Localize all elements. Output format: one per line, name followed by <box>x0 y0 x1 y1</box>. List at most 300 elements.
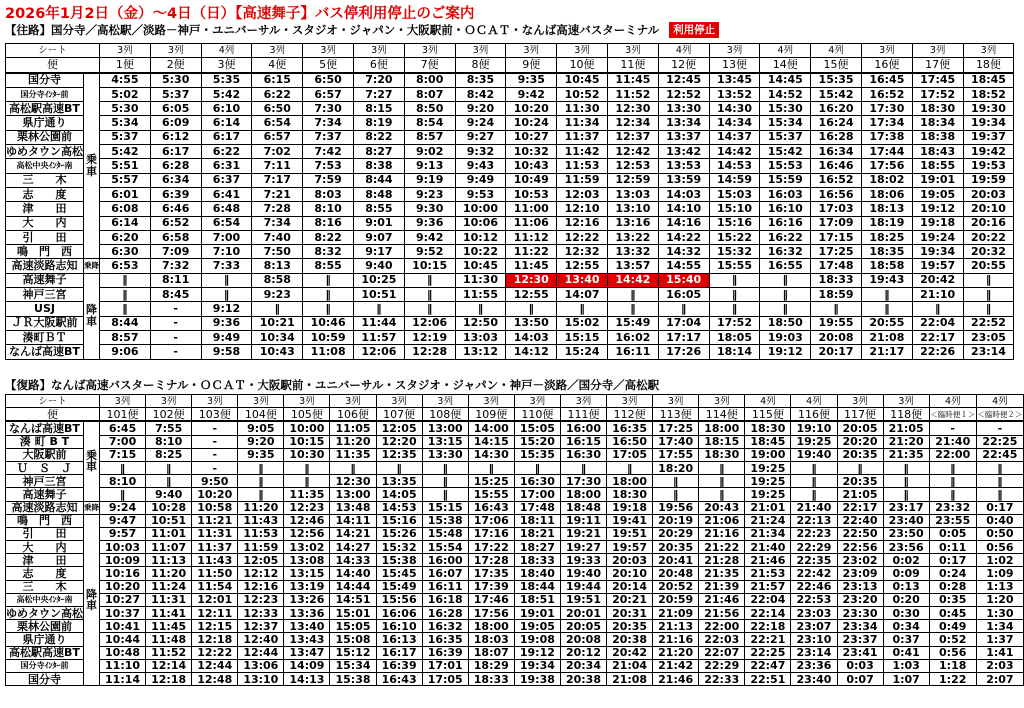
inbound-time-cell: 11:35 <box>330 448 376 461</box>
outbound-time-cell: 19:37 <box>963 130 1014 144</box>
outbound-time-cell: ‖ <box>100 273 151 287</box>
inbound-time-cell: ‖ <box>146 475 192 488</box>
outbound-time-cell: 6:08 <box>100 202 151 216</box>
inbound-bin-cell: 117便 <box>837 408 883 422</box>
inbound-stop-name: 鳴 門 西 <box>6 514 84 527</box>
outbound-time-cell: 12:19 <box>404 330 455 344</box>
inbound-time-cell: ‖ <box>100 461 146 474</box>
outbound-time-cell: 6:12 <box>150 130 201 144</box>
inbound-stop-name: 三 木 <box>6 580 84 593</box>
outbound-time-cell: 9:13 <box>404 159 455 173</box>
inbound-stop-row <box>6 488 1024 501</box>
inbound-stop-name: 高松中央ｲﾝﾀｰ南 <box>6 593 84 606</box>
outbound-time-cell: 7:42 <box>303 145 354 159</box>
outbound-stop-name: USJ <box>6 302 84 316</box>
inbound-seat-cell: 4列 <box>976 395 1023 408</box>
outbound-time-cell: 14:59 <box>709 173 760 187</box>
outbound-time-cell: ‖ <box>506 302 557 316</box>
inbound-time-cell: 23:10 <box>791 633 837 646</box>
outbound-time-cell: 13:45 <box>709 73 760 88</box>
outbound-time-cell: 6:10 <box>201 102 252 116</box>
outbound-time-cell: 14:03 <box>506 330 557 344</box>
outbound-route-label <box>5 22 719 38</box>
outbound-time-cell: 8:55 <box>303 259 354 273</box>
inbound-time-cell: 23:36 <box>791 659 837 672</box>
inbound-time-cell: 1:13 <box>976 580 1023 593</box>
inbound-time-cell: 17:05 <box>607 448 653 461</box>
outbound-time-cell: 5:30 <box>150 73 201 88</box>
inbound-time-cell: 1:09 <box>976 567 1023 580</box>
outbound-time-cell: 15:42 <box>760 145 811 159</box>
inbound-board-label <box>84 421 100 501</box>
inbound-time-cell: 11:43 <box>238 514 284 527</box>
outbound-time-cell: 12:10 <box>557 202 608 216</box>
inbound-time-cell: 22:18 <box>745 620 791 633</box>
outbound-time-cell: 5:51 <box>100 159 151 173</box>
inbound-time-cell: 21:05 <box>837 488 883 501</box>
inbound-time-cell: 7:00 <box>100 435 146 448</box>
outbound-time-cell: 8:38 <box>353 159 404 173</box>
inbound-side-note: 乗降 <box>84 501 100 514</box>
outbound-time-cell: 6:39 <box>150 187 201 201</box>
inbound-time-cell: 0:34 <box>883 620 929 633</box>
inbound-time-cell: 20:29 <box>653 527 699 540</box>
inbound-time-cell: 0:41 <box>883 646 929 659</box>
outbound-time-cell: 15:24 <box>557 345 608 359</box>
inbound-time-cell: 17:06 <box>468 514 514 527</box>
outbound-time-cell: 18:13 <box>861 202 912 216</box>
outbound-time-cell: 15:55 <box>709 259 760 273</box>
inbound-time-cell: 19:08 <box>514 633 560 646</box>
outbound-time-cell: 12:55 <box>557 259 608 273</box>
outbound-time-cell: 18:55 <box>912 159 963 173</box>
outbound-time-cell: 8:19 <box>353 116 404 130</box>
outbound-time-cell: 15:22 <box>709 230 760 244</box>
outbound-board-label <box>84 73 100 259</box>
inbound-time-cell: 16:28 <box>422 607 468 620</box>
inbound-stop-name: 大阪駅前 <box>6 448 84 461</box>
inbound-time-cell: 23:14 <box>791 646 837 659</box>
inbound-time-cell: 11:13 <box>146 554 192 567</box>
inbound-time-cell: 9:40 <box>146 488 192 501</box>
inbound-time-cell: 22:42 <box>791 567 837 580</box>
inbound-time-cell: ‖ <box>422 488 468 501</box>
outbound-time-cell: 11:44 <box>353 316 404 330</box>
outbound-time-cell: 9:23 <box>404 187 455 201</box>
outbound-time-cell: ‖ <box>811 302 862 316</box>
inbound-time-cell: ‖ <box>976 461 1023 474</box>
inbound-time-cell: 9:05 <box>238 421 284 435</box>
outbound-time-cell: 11:45 <box>607 73 658 88</box>
outbound-time-cell: 18:19 <box>861 216 912 230</box>
inbound-time-cell: 19:25 <box>791 435 837 448</box>
inbound-time-cell: 14:51 <box>330 593 376 606</box>
outbound-time-cell: 8:35 <box>455 73 506 88</box>
inbound-time-cell: 13:19 <box>284 580 330 593</box>
outbound-board-char-1: 乗 <box>86 153 97 167</box>
inbound-stop-name: 志 度 <box>6 567 84 580</box>
inbound-bin-row <box>6 408 1024 422</box>
outbound-time-cell: ‖ <box>100 302 151 316</box>
outbound-stop-row <box>6 73 1014 88</box>
outbound-time-cell: 22:17 <box>912 330 963 344</box>
inbound-time-cell: 8:25 <box>146 448 192 461</box>
outbound-time-cell: 20:03 <box>963 187 1014 201</box>
outbound-time-cell: 10:51 <box>353 288 404 302</box>
inbound-time-cell: ‖ <box>422 475 468 488</box>
inbound-time-cell: 12:14 <box>146 659 192 672</box>
inbound-time-cell: 21:40 <box>745 541 791 554</box>
outbound-time-cell: ‖ <box>607 288 658 302</box>
inbound-time-cell: ‖ <box>883 475 929 488</box>
inbound-seat-cell: 3列 <box>607 395 653 408</box>
outbound-time-cell: 16:52 <box>811 173 862 187</box>
outbound-time-cell: ‖ <box>201 288 252 302</box>
outbound-time-cell: 8:44 <box>100 316 151 330</box>
inbound-time-cell: - <box>192 421 238 435</box>
outbound-time-cell: 15:15 <box>557 330 608 344</box>
outbound-time-cell: 6:54 <box>252 116 303 130</box>
outbound-time-cell: 18:52 <box>963 87 1014 101</box>
outbound-time-cell: ‖ <box>760 302 811 316</box>
inbound-time-cell: 11:45 <box>146 620 192 633</box>
inbound-time-cell: 0:28 <box>929 580 976 593</box>
outbound-time-cell: 13:37 <box>658 130 709 144</box>
inbound-time-cell: 14:30 <box>468 448 514 461</box>
inbound-time-cell: 12:37 <box>238 620 284 633</box>
outbound-time-cell: 8:16 <box>303 216 354 230</box>
outbound-time-cell: - <box>150 345 201 359</box>
inbound-alight-label <box>84 514 100 685</box>
inbound-time-cell: 1:20 <box>976 593 1023 606</box>
outbound-time-cell: 13:32 <box>607 245 658 259</box>
outbound-bin-cell: 18便 <box>963 58 1014 73</box>
inbound-board-char-1: 乗 <box>86 449 97 463</box>
outbound-time-cell: ‖ <box>963 273 1014 287</box>
outbound-time-cell: 6:48 <box>201 202 252 216</box>
outbound-time-cell: 11:30 <box>455 273 506 287</box>
outbound-time-cell: 9:49 <box>455 173 506 187</box>
inbound-time-cell: 17:05 <box>422 672 468 685</box>
inbound-seat-cell: 3列 <box>100 395 146 408</box>
outbound-bin-header: 便 <box>6 58 100 73</box>
inbound-time-cell: 21:09 <box>653 607 699 620</box>
outbound-time-cell: 18:06 <box>861 187 912 201</box>
inbound-time-cell: ‖ <box>514 461 560 474</box>
outbound-time-cell: 18:14 <box>709 345 760 359</box>
inbound-bin-cell: 102便 <box>146 408 192 422</box>
outbound-time-cell: 20:16 <box>963 216 1014 230</box>
outbound-time-cell: 18:45 <box>963 73 1014 88</box>
outbound-stop-name: 湊町ＢＴ <box>6 330 84 344</box>
inbound-time-cell: 22:50 <box>837 527 883 540</box>
outbound-time-cell: 7:27 <box>353 87 404 101</box>
outbound-time-cell: 10:24 <box>506 116 557 130</box>
inbound-time-cell: 18:15 <box>699 435 745 448</box>
inbound-time-cell: 23:13 <box>837 580 883 593</box>
outbound-time-cell: 17:45 <box>912 73 963 88</box>
outbound-time-cell: 11:34 <box>557 116 608 130</box>
inbound-time-cell: 20:52 <box>653 580 699 593</box>
inbound-time-cell: 15:08 <box>330 633 376 646</box>
inbound-time-cell: 16:39 <box>376 659 422 672</box>
inbound-time-cell: 20:20 <box>837 435 883 448</box>
inbound-time-cell: 15:38 <box>376 554 422 567</box>
inbound-time-cell: 22:29 <box>791 541 837 554</box>
inbound-time-cell: 13:48 <box>330 501 376 514</box>
inbound-seat-cell: 3列 <box>883 395 929 408</box>
inbound-time-cell: 11:53 <box>238 527 284 540</box>
inbound-time-cell: 19:40 <box>560 567 606 580</box>
inbound-time-cell: 0:17 <box>929 554 976 567</box>
outbound-time-cell: 12:30 <box>607 102 658 116</box>
outbound-time-cell: 20:08 <box>811 330 862 344</box>
outbound-time-cell: 9:24 <box>455 116 506 130</box>
outbound-time-cell: - <box>150 316 201 330</box>
outbound-time-cell: 12:30 <box>506 273 557 287</box>
inbound-time-cell: 15:38 <box>330 672 376 685</box>
outbound-time-cell: 7:32 <box>150 259 201 273</box>
inbound-time-cell: 21:20 <box>653 646 699 659</box>
inbound-time-cell: 20:05 <box>560 620 606 633</box>
outbound-time-cell: ‖ <box>100 288 151 302</box>
outbound-time-cell: 9:49 <box>201 330 252 344</box>
inbound-time-cell: 18:00 <box>468 620 514 633</box>
outbound-time-cell: 17:25 <box>811 245 862 259</box>
inbound-time-cell: 12:15 <box>192 620 238 633</box>
outbound-time-cell: 6:01 <box>100 187 151 201</box>
inbound-time-cell: 23:40 <box>883 514 929 527</box>
outbound-time-cell: 10:43 <box>252 345 303 359</box>
inbound-seat-header: シート <box>6 395 100 408</box>
outbound-stop-row <box>6 259 1014 273</box>
inbound-time-cell: 0:56 <box>929 646 976 659</box>
outbound-time-cell: 6:52 <box>150 216 201 230</box>
inbound-time-cell: 19:33 <box>560 554 606 567</box>
outbound-alight-label <box>84 273 100 359</box>
inbound-bin-cell: 116便 <box>791 408 837 422</box>
outbound-time-cell: 16:11 <box>607 345 658 359</box>
outbound-time-cell: 10:00 <box>455 202 506 216</box>
inbound-bin-cell: 110便 <box>514 408 560 422</box>
outbound-time-cell: 17:30 <box>861 102 912 116</box>
outbound-time-cell: 11:42 <box>557 145 608 159</box>
outbound-stop-name: 津 田 <box>6 202 84 216</box>
outbound-bin-cell: 2便 <box>150 58 201 73</box>
inbound-time-cell: 20:48 <box>653 567 699 580</box>
inbound-time-cell: 16:18 <box>422 593 468 606</box>
outbound-time-cell: 8:48 <box>353 187 404 201</box>
inbound-time-cell: 22:04 <box>745 593 791 606</box>
inbound-time-cell: 14:40 <box>330 567 376 580</box>
inbound-time-cell: 21:46 <box>653 672 699 685</box>
inbound-seat-cell: 3列 <box>560 395 606 408</box>
inbound-stop-name: Ｕ Ｓ Ｊ <box>6 461 84 474</box>
inbound-bin-cell: ＜臨時便１＞ <box>929 408 976 422</box>
outbound-stop-name: ＪＲ大阪駅前 <box>6 316 84 330</box>
inbound-time-cell: 16:39 <box>422 646 468 659</box>
outbound-time-cell: 18:50 <box>760 316 811 330</box>
outbound-time-cell: ‖ <box>201 273 252 287</box>
outbound-time-cell: 14:32 <box>658 245 709 259</box>
inbound-time-cell: 17:30 <box>560 475 606 488</box>
outbound-time-cell: 5:35 <box>201 73 252 88</box>
outbound-time-cell: 6:58 <box>150 230 201 244</box>
inbound-stop-row <box>6 448 1024 461</box>
inbound-time-cell: 21:53 <box>745 567 791 580</box>
outbound-seat-cell: 4列 <box>811 44 862 58</box>
inbound-seat-cell: 3列 <box>238 395 284 408</box>
outbound-time-cell: 6:05 <box>150 102 201 116</box>
outbound-time-cell: 10:34 <box>252 330 303 344</box>
outbound-time-cell: 12:06 <box>404 316 455 330</box>
inbound-time-cell: 19:56 <box>653 501 699 514</box>
inbound-time-cell: 14:33 <box>330 554 376 567</box>
outbound-time-cell: 19:59 <box>963 173 1014 187</box>
inbound-stop-row <box>6 421 1024 435</box>
outbound-time-cell: 10:32 <box>506 145 557 159</box>
inbound-board-char-2: 車 <box>86 460 97 474</box>
outbound-time-cell: 7:20 <box>353 73 404 88</box>
outbound-time-cell: 6:14 <box>100 216 151 230</box>
inbound-time-cell: 15:05 <box>514 421 560 435</box>
inbound-time-cell: 11:20 <box>330 435 376 448</box>
inbound-time-cell: 18:00 <box>560 488 606 501</box>
outbound-stop-row <box>6 130 1014 144</box>
outbound-time-cell: 6:53 <box>100 259 151 273</box>
outbound-time-cell: ‖ <box>252 302 303 316</box>
inbound-time-cell: 12:01 <box>192 593 238 606</box>
inbound-time-cell: 11:43 <box>192 554 238 567</box>
inbound-time-cell: 12:18 <box>146 672 192 685</box>
outbound-time-cell: 6:17 <box>201 130 252 144</box>
inbound-time-cell: 0:20 <box>883 593 929 606</box>
inbound-time-cell: 11:10 <box>100 659 146 672</box>
inbound-time-cell: 21:34 <box>745 527 791 540</box>
outbound-time-cell: 5:37 <box>100 130 151 144</box>
inbound-time-cell: 22:13 <box>791 514 837 527</box>
inbound-time-cell: 21:04 <box>607 659 653 672</box>
inbound-time-cell: 11:41 <box>146 607 192 620</box>
outbound-stop-row <box>6 245 1014 259</box>
outbound-time-cell: 16:24 <box>811 116 862 130</box>
outbound-time-cell: 7:34 <box>303 116 354 130</box>
outbound-time-cell: ‖ <box>760 273 811 287</box>
inbound-time-cell: 21:20 <box>883 435 929 448</box>
outbound-time-cell: - <box>150 302 201 316</box>
inbound-time-cell: 9:47 <box>100 514 146 527</box>
inbound-time-cell: 22:53 <box>791 593 837 606</box>
outbound-time-cell: 11:12 <box>506 230 557 244</box>
outbound-time-cell: 8:32 <box>303 245 354 259</box>
inbound-time-cell: 21:13 <box>653 620 699 633</box>
inbound-time-cell: 20:05 <box>837 421 883 435</box>
outbound-time-cell: ‖ <box>404 302 455 316</box>
inbound-stop-row <box>6 593 1024 606</box>
outbound-time-cell: 5:57 <box>100 173 151 187</box>
inbound-time-cell: ‖ <box>422 461 468 474</box>
outbound-time-cell: 21:10 <box>912 288 963 302</box>
inbound-time-cell: 11:21 <box>192 514 238 527</box>
outbound-stop-name: 高速淡路志知 <box>6 259 84 273</box>
inbound-time-cell: ‖ <box>883 461 929 474</box>
outbound-stop-row <box>6 116 1014 130</box>
inbound-time-cell: 10:27 <box>100 593 146 606</box>
inbound-time-cell: 18:21 <box>514 527 560 540</box>
inbound-time-cell: 15:48 <box>422 527 468 540</box>
inbound-time-cell: 18:30 <box>699 448 745 461</box>
inbound-seat-cell: 3列 <box>514 395 560 408</box>
outbound-time-cell: 8:45 <box>150 288 201 302</box>
inbound-time-cell: 0:40 <box>976 514 1023 527</box>
inbound-time-cell: 15:15 <box>422 501 468 514</box>
outbound-stop-name: 鳴 門 西 <box>6 245 84 259</box>
inbound-time-cell: 22:00 <box>929 448 976 461</box>
outbound-time-cell: 5:42 <box>100 145 151 159</box>
inbound-time-cell: 18:51 <box>514 593 560 606</box>
inbound-bin-cell: 103便 <box>192 408 238 422</box>
outbound-time-cell: 8:57 <box>100 330 151 344</box>
inbound-stop-name: 引 田 <box>6 527 84 540</box>
outbound-time-cell: ‖ <box>963 288 1014 302</box>
inbound-time-cell: 0:11 <box>929 541 976 554</box>
inbound-time-cell: - <box>192 448 238 461</box>
outbound-time-cell: 20:10 <box>963 202 1014 216</box>
inbound-time-cell: 16:13 <box>376 633 422 646</box>
outbound-time-cell: 14:42 <box>709 145 760 159</box>
inbound-time-cell: 15:49 <box>376 580 422 593</box>
outbound-time-cell: 13:53 <box>658 159 709 173</box>
outbound-time-cell: 20:55 <box>963 259 1014 273</box>
inbound-time-cell: 13:00 <box>330 488 376 501</box>
inbound-time-cell: 13:35 <box>376 475 422 488</box>
outbound-time-cell: 16:22 <box>760 230 811 244</box>
inbound-time-cell: 13:47 <box>284 646 330 659</box>
outbound-seat-cell: 3列 <box>404 44 455 58</box>
outbound-stop-row <box>6 145 1014 159</box>
outbound-time-cell: 13:03 <box>455 330 506 344</box>
outbound-time-cell: 12:45 <box>658 73 709 88</box>
inbound-stop-row <box>6 527 1024 540</box>
outbound-time-cell: 16:55 <box>760 259 811 273</box>
inbound-time-cell: 21:40 <box>929 435 976 448</box>
outbound-time-cell: 19:24 <box>912 230 963 244</box>
outbound-time-cell: 11:08 <box>303 345 354 359</box>
inbound-time-cell: 9:35 <box>238 448 284 461</box>
outbound-time-cell: 6:30 <box>100 245 151 259</box>
inbound-time-cell: 16:30 <box>514 475 560 488</box>
outbound-time-cell: 6:34 <box>150 173 201 187</box>
inbound-time-cell: ‖ <box>929 475 976 488</box>
outbound-time-cell: 7:53 <box>303 159 354 173</box>
outbound-time-cell: 5:30 <box>100 102 151 116</box>
inbound-time-cell: 13:06 <box>238 659 284 672</box>
inbound-time-cell: ‖ <box>653 488 699 501</box>
outbound-time-cell: 15:34 <box>760 116 811 130</box>
inbound-time-cell: 22:25 <box>976 435 1023 448</box>
outbound-seat-cell: 3列 <box>100 44 151 58</box>
inbound-time-cell: 20:38 <box>560 672 606 685</box>
inbound-time-cell: 15:05 <box>330 620 376 633</box>
outbound-time-cell: 12:06 <box>353 345 404 359</box>
outbound-time-cell: 15:32 <box>709 245 760 259</box>
inbound-time-cell: 10:51 <box>146 514 192 527</box>
outbound-time-cell: 19:43 <box>861 273 912 287</box>
inbound-time-cell: 22:23 <box>791 527 837 540</box>
outbound-stop-row <box>6 302 1014 316</box>
inbound-time-cell: 0:17 <box>976 501 1023 514</box>
outbound-time-cell: 9:53 <box>455 187 506 201</box>
